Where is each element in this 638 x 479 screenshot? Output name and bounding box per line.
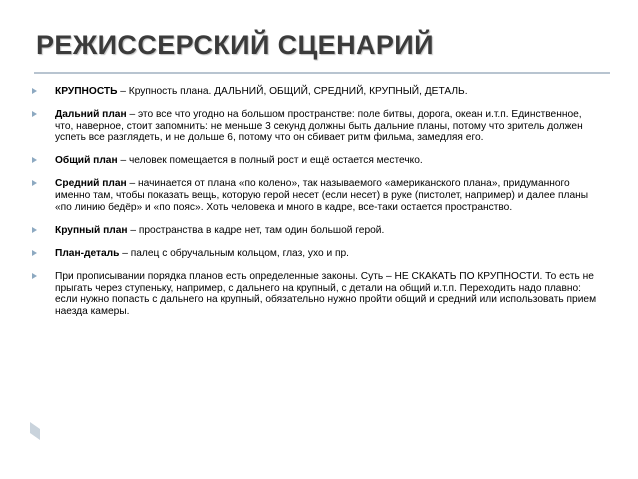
bullet-item-krupnost [30, 86, 600, 98]
slide-title: РЕЖИССЕРСКИЙ СЦЕНАРИЙ [36, 30, 434, 60]
bullet-arrow-icon [32, 180, 37, 186]
bullet-item-dalniy-plan [30, 109, 600, 144]
bullet-text: – Крупность плана. ДАЛЬНИЙ, ОБЩИЙ, СРЕДНИЙ, КРУПНЫЙ, ДЕТАЛЬ. [117, 86, 468, 97]
bullet-term: КРУПНОСТЬ [55, 86, 118, 97]
bullet-term: Дальний план [55, 109, 127, 121]
bullet-text: – начинается от плана «по колено», так называемого «американского плана», придуманного именно там, чтобы показать вещь, которую герой несет (если несет) в руке (пистолет, например) и далее планы «по линию бедёр» и «по пояс». Хоть человека и много в кадре, все-таки остается пространство. [55, 178, 589, 213]
bullet-arrow-icon [32, 157, 37, 163]
bullet-text: – это все что угодно на большом пространстве: поле битвы, дорога, океан и.т.п. Единственное, что, наверное, стоит запомнить: не меньше 3 секунд должны быть дальние планы, потому что зритель должен успеть все разглядеть, и не дольше 6, потому что он сбивает ритм фильма, замедляя его. [55, 109, 583, 144]
bullet-item-plan-detal [30, 248, 600, 260]
bullet-item-krupniy-plan [30, 225, 600, 237]
title-divider [34, 72, 610, 74]
bullet-item-sredniy-plan [30, 178, 600, 213]
bullet-term: Общий план [55, 155, 118, 167]
bullet-arrow-icon [32, 111, 37, 117]
bullet-term: Крупный план [55, 224, 128, 236]
bullet-item-obshiy-plan [30, 155, 600, 167]
slide-corner-decoration-icon [28, 422, 42, 440]
bullet-arrow-icon [32, 250, 37, 256]
bullet-term: План-деталь [55, 247, 120, 259]
bullet-item-zakony [30, 271, 600, 317]
bullet-text: При прописывании порядка планов есть определенные законы. Суть – НЕ СКАКАТЬ ПО КРУПНОСТИ. То есть не прыгать через ступеньку, например, с дальнего на крупный, с детали на общий и.т.п. Переходить надо плавно: если нужно попасть с дальнего на крупный, обязательно нужно пройти общий и средний или использовать прием наезда камеры. [55, 270, 597, 317]
bullet-text: – человек помещается в полный рост и ещё остается местечко. [117, 155, 423, 167]
bullet-arrow-icon [32, 227, 37, 233]
bullet-term: Средний план [55, 178, 127, 190]
bullet-arrow-icon [32, 273, 37, 279]
bullet-text: – палец с обручальным кольцом, глаз, ухо и пр. [119, 247, 350, 259]
bullet-arrow-icon [32, 88, 37, 94]
bullet-list [30, 86, 600, 329]
bullet-text: – пространства в кадре нет, там один большой герой. [127, 224, 385, 236]
